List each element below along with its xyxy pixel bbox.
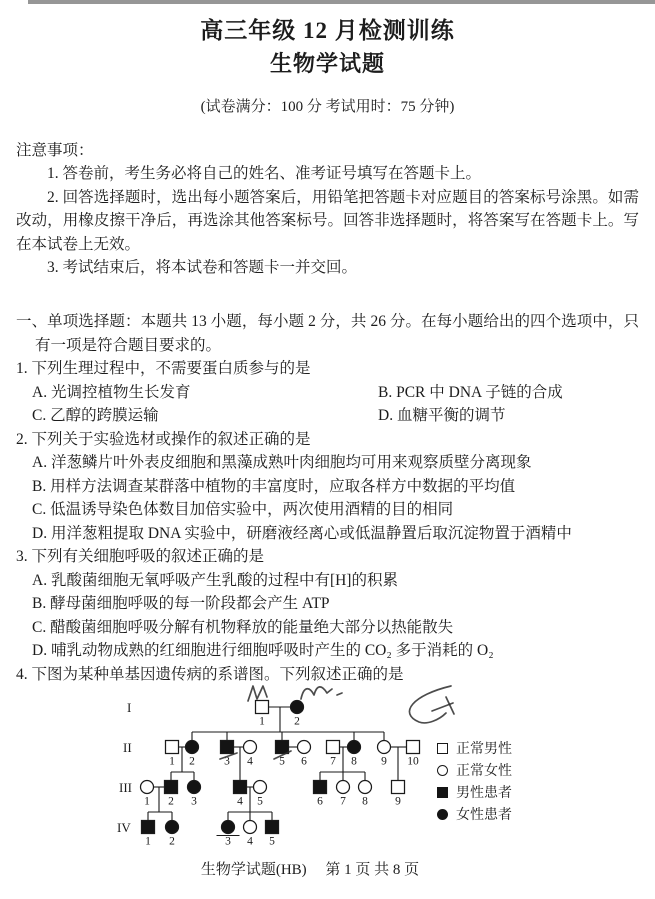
pedigree-legend (437, 739, 512, 827)
normal-female-symbol-icon (437, 765, 448, 776)
handwriting-mark (409, 686, 451, 723)
question-3-stem: 3. 下列有关细胞呼吸的叙述正确的是 (16, 548, 265, 566)
question-1-option-b: B. PCR 中 DNA 子链的合成 (378, 383, 563, 401)
pedigree-individual-label: 2 (169, 835, 175, 848)
pedigree-individual-label: 1 (145, 835, 151, 848)
pedigree-individual-label: 7 (330, 755, 336, 768)
question-1-option-a: A. 光调控植物生长发育 (32, 383, 191, 401)
pedigree-diagram (110, 682, 470, 867)
pedigree-individual-III-7 (337, 781, 350, 794)
affected-female-symbol-icon (437, 809, 448, 820)
legend-item-affected-male (437, 783, 512, 805)
pedigree-individual-IV-3 (222, 821, 235, 834)
pedigree-individual-III-8 (359, 781, 372, 794)
pedigree-individual-II-2 (186, 741, 199, 754)
legend-item-affected-female (437, 805, 512, 827)
pedigree-individual-II-3 (221, 741, 234, 754)
pedigree-individual-III-4 (234, 781, 247, 794)
pedigree-individual-label: 8 (351, 755, 357, 768)
pedigree-individual-label: 1 (169, 755, 175, 768)
pedigree-individual-II-7 (327, 741, 340, 754)
pedigree-individual-I-1 (256, 701, 269, 714)
legend-label: 正常男性 (456, 742, 512, 758)
pedigree-individual-label: 5 (257, 795, 263, 808)
legend-label: 女性患者 (456, 808, 512, 824)
page-footer: 生物学试题(HB) 第 1 页 共 8 页 (200, 862, 420, 879)
question-2-stem: 2. 下列关于实验选材或操作的叙述正确的是 (16, 430, 311, 448)
question-1-options (16, 381, 639, 428)
question-2-option-b: B. 用样方法调查某群落中植物的丰富度时，应取各样方中数据的平均值 (32, 477, 516, 495)
generation-label: II (123, 740, 132, 756)
page-subtitle: 生物学试题 (269, 51, 385, 76)
question-1-option-c: C. 乙醇的跨膜运输 (32, 407, 159, 425)
pedigree-individual-label: 3 (224, 755, 230, 768)
question-2-option-c: C. 低温诱导染色体数目加倍实验中，两次使用酒精的目的相同 (32, 501, 454, 519)
pedigree-individual-label: 5 (279, 755, 285, 768)
pedigree-individual-label: 8 (362, 795, 368, 808)
handwriting-mark (337, 693, 342, 695)
page-title: 高三年级 12 月检测训练 (200, 18, 455, 43)
legend-item-normal-male (437, 739, 512, 761)
pedigree-individual-III-1 (141, 781, 154, 794)
pedigree-individual-label: 6 (317, 795, 323, 808)
normal-male-symbol-icon (437, 743, 448, 754)
pedigree-individual-label: 6 (301, 755, 307, 768)
generation-label: I (127, 700, 132, 716)
pedigree-individual-I-2 (291, 701, 304, 714)
pedigree-individual-label: 9 (395, 795, 401, 808)
pedigree-individual-IV-1 (142, 821, 155, 834)
pedigree-individual-II-5 (276, 741, 289, 754)
pedigree-individual-label: 2 (189, 755, 195, 768)
generation-label: IV (117, 820, 131, 836)
pedigree-individual-III-3 (188, 781, 201, 794)
pedigree-individual-label: 3 (191, 795, 197, 808)
question-2-option-a: A. 洋葱鳞片叶外表皮细胞和黑藻成熟叶肉细胞均可用来观察质壁分离现象 (32, 454, 532, 472)
pedigree-individual-label: 3 (225, 835, 231, 848)
pedigree-individual-II-8 (348, 741, 361, 754)
pedigree-individual-II-10 (407, 741, 420, 754)
pedigree-individual-II-6 (298, 741, 311, 754)
pedigree-individual-III-9 (392, 781, 405, 794)
pedigree-individual-III-5 (254, 781, 267, 794)
pedigree-individual-label: 4 (247, 835, 253, 848)
question-3-option-b: B. 酵母菌细胞呼吸的每一阶段都会产生 ATP (32, 595, 330, 613)
legend-label: 正常女性 (456, 764, 512, 780)
pedigree-figure (16, 686, 639, 858)
affected-male-symbol-icon (437, 787, 448, 798)
notice-heading: 注意事项： (16, 142, 94, 159)
pedigree-individual-label: 4 (237, 795, 243, 808)
exam-meta: (试卷满分：100 分 考试用时：75 分钟) (200, 99, 455, 115)
generation-label: III (119, 780, 132, 796)
notice-item-3: 3. 考试结束后，将本试卷和答题卡一并交回。 (47, 259, 358, 277)
pedigree-individual-II-4 (244, 741, 257, 754)
pedigree-individual-IV-5 (266, 821, 279, 834)
pedigree-individual-III-2 (165, 781, 178, 794)
pedigree-individual-III-6 (314, 781, 327, 794)
pedigree-individual-IV-4 (244, 821, 257, 834)
question-1-option-d: D. 血糖平衡的调节 (378, 407, 506, 425)
question-3-option-c: C. 醋酸菌细胞呼吸分解有机物释放的能量绝大部分以热能散失 (32, 618, 454, 636)
pedigree-individual-label: 1 (144, 795, 150, 808)
pedigree-individual-label: 2 (168, 795, 174, 808)
legend-label: 男性患者 (456, 786, 512, 802)
handwriting-mark (301, 687, 332, 699)
question-3-option-a: A. 乳酸菌细胞无氧呼吸产生乳酸的过程中有[H]的积累 (32, 571, 398, 589)
questions-section (16, 310, 639, 686)
pedigree-individual-label: 2 (294, 715, 300, 728)
pedigree-individual-label: 10 (407, 755, 419, 768)
question-2-option-d: D. 用洋葱粗提取 DNA 实验中，研磨液经离心或低温静置后取沉淀物置于酒精中 (32, 524, 572, 542)
notice-item-2: 2. 回答选择题时，选出每小题答案后，用铅笔把答题卡对应题目的答案标号涂黑。如需改动，用橡皮擦干净后，再选涂其他答案标号。回答非选择题时，将答案写在答题卡上。写在本试卷上无效。 (16, 188, 639, 253)
pedigree-individual-label: 7 (340, 795, 346, 808)
pedigree-individual-label: 1 (259, 715, 265, 728)
pedigree-individual-IV-2 (166, 821, 179, 834)
pedigree-individual-II-1 (166, 741, 179, 754)
pedigree-individual-label: 9 (381, 755, 387, 768)
pedigree-individual-label: 4 (247, 755, 253, 768)
handwriting-mark (248, 686, 267, 701)
question-1-stem: 1. 下列生理过程中，不需要蛋白质参与的是 (16, 360, 311, 378)
question-4-stem: 4. 下图为某种单基因遗传病的系谱图。下列叙述正确的是 (16, 665, 404, 683)
legend-item-normal-female (437, 761, 512, 783)
pedigree-individual-II-9 (378, 741, 391, 754)
question-3-option-d: D. 哺乳动物成熟的红细胞进行细胞呼吸时产生的 CO₂ 多于消耗的 O₂ (32, 642, 494, 660)
scan-artifact-bar (28, 0, 655, 4)
notice-item-1: 1. 答卷前，考生务必将自己的姓名、准考证号填写在答题卡上。 (47, 165, 482, 183)
pedigree-individual-label: 5 (269, 835, 275, 848)
notice-section (16, 139, 639, 279)
section-heading: 一、单项选择题：本题共 13 小题，每小题 2 分，共 26 分。在每小题给出的四个选项中，只有一项是符合题目要求的。 (16, 313, 639, 354)
